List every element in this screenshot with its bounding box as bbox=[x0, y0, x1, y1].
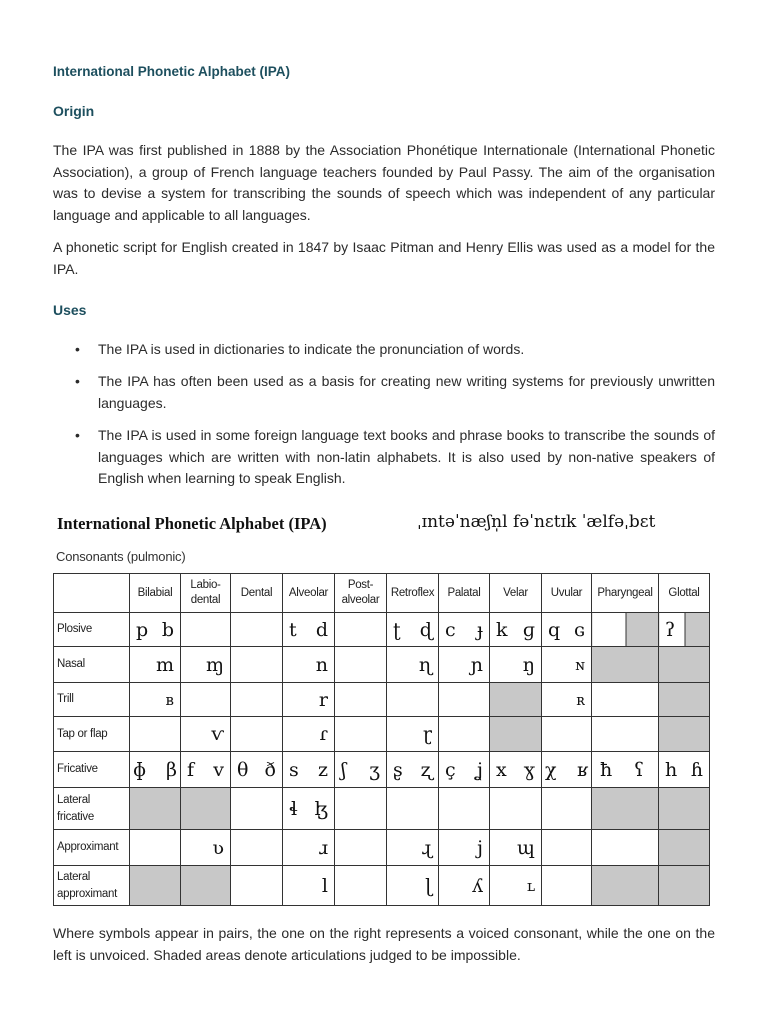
ipa-chart-transcription: ˌɪntəˈnæʃn̩l fəˈnɛtɪk ˈælfəˌbɛt bbox=[417, 512, 656, 532]
cell-labiodental-impossible bbox=[181, 788, 231, 830]
cell-glottal-impossible bbox=[659, 830, 710, 866]
cell-pharyngeal-impossible bbox=[592, 788, 659, 830]
chart-footnote: Where symbols appear in pairs, the one on the right represents a voiced consonant, while the one on the left is unvoiced. Shaded areas denote articulations judged to be impossible. bbox=[53, 925, 715, 963]
cell-retroflex: ɻ bbox=[387, 830, 439, 866]
cell-postalveolar bbox=[335, 613, 387, 647]
column-header: Labio-dental bbox=[181, 574, 231, 613]
cell-uvular bbox=[542, 830, 592, 866]
cell-bilabial: p b bbox=[130, 613, 181, 647]
row-header: Lateral fricative bbox=[54, 788, 130, 830]
table-row-trill bbox=[54, 683, 710, 717]
column-header: Velar bbox=[490, 574, 542, 613]
cell-velar: k ɡ bbox=[490, 613, 542, 647]
cell-uvular bbox=[542, 788, 592, 830]
cell-pharyngeal bbox=[592, 683, 659, 717]
column-header: Palatal bbox=[439, 574, 490, 613]
cell-labiodental: ʋ bbox=[181, 830, 231, 866]
cell-dental bbox=[231, 866, 283, 906]
column-header: Bilabial bbox=[130, 574, 181, 613]
bullet-icon: • bbox=[75, 427, 80, 443]
cell-retroflex bbox=[387, 788, 439, 830]
cell-palatal bbox=[439, 788, 490, 830]
cell-bilabial-impossible bbox=[130, 788, 181, 830]
cell-retroflex: ɳ bbox=[387, 647, 439, 683]
cell-velar bbox=[490, 788, 542, 830]
cell-pharyngeal bbox=[592, 830, 659, 866]
column-header: Post-alveolar bbox=[335, 574, 387, 613]
column-header: Pharyngeal bbox=[592, 574, 659, 613]
row-header: Nasal bbox=[54, 647, 130, 683]
cell-dental bbox=[231, 717, 283, 752]
cell-velar-impossible bbox=[490, 683, 542, 717]
uses-heading: Uses bbox=[53, 302, 87, 318]
cell-glottal-impossible bbox=[659, 717, 710, 752]
cell-glottal-impossible bbox=[659, 683, 710, 717]
origin-heading: Origin bbox=[53, 103, 95, 119]
cell-alveolar: t d bbox=[283, 613, 335, 647]
cell-palatal: j bbox=[439, 830, 490, 866]
cell-labiodental-impossible bbox=[181, 866, 231, 906]
cell-alveolar: ɬ ɮ bbox=[283, 788, 335, 830]
cell-postalveolar bbox=[335, 647, 387, 683]
row-header: Plosive bbox=[54, 613, 130, 647]
cell-bilabial bbox=[130, 717, 181, 752]
cell-pharyngeal-impossible bbox=[592, 866, 659, 906]
table-row-tap bbox=[54, 717, 710, 752]
cell-velar: ŋ bbox=[490, 647, 542, 683]
cell-uvular: χ ʁ bbox=[542, 752, 592, 788]
origin-paragraph-1: The IPA was first published in 1888 by the Association Phonétique Internationale (International Phonetic Association), a group of French language teachers founded by Paul Passy. The aim of the organisation was to devise a system for transcribing the sounds of speech which was independent of any particular language and applicable to all languages. bbox=[53, 142, 715, 223]
cell-velar-impossible bbox=[490, 717, 542, 752]
cell-dental: θ ð bbox=[231, 752, 283, 788]
cell-postalveolar bbox=[335, 788, 387, 830]
cell-velar: x ɣ bbox=[490, 752, 542, 788]
cell-dental bbox=[231, 613, 283, 647]
cell-labiodental bbox=[181, 683, 231, 717]
cell-alveolar: l bbox=[283, 866, 335, 906]
row-header: Tap or flap bbox=[54, 717, 130, 752]
cell-postalveolar: ʃ ʒ bbox=[335, 752, 387, 788]
cell-alveolar: s z bbox=[283, 752, 335, 788]
cell-glottal-impossible bbox=[659, 788, 710, 830]
cell-postalveolar bbox=[335, 683, 387, 717]
cell-palatal: ç ʝ bbox=[439, 752, 490, 788]
cell-glottal-impossible bbox=[659, 647, 710, 683]
table-row-fricative bbox=[54, 752, 710, 788]
cell-glottal-impossible bbox=[659, 866, 710, 906]
cell-alveolar: ɾ bbox=[283, 717, 335, 752]
cell-pharyngeal-impossible bbox=[592, 647, 659, 683]
cell-uvular: ʀ bbox=[542, 683, 592, 717]
table-row-approximant bbox=[54, 830, 710, 866]
cell-uvular: ɴ bbox=[542, 647, 592, 683]
cell-labiodental: ⱱ bbox=[181, 717, 231, 752]
cell-palatal: ɲ bbox=[439, 647, 490, 683]
consonants-subtitle: Consonants (pulmonic) bbox=[56, 549, 186, 564]
column-header: Uvular bbox=[542, 574, 592, 613]
cell-glottal: h ɦ bbox=[659, 752, 710, 788]
row-header: Approximant bbox=[54, 830, 130, 866]
row-header: Trill bbox=[54, 683, 130, 717]
row-header: Lateral approximant bbox=[54, 866, 130, 906]
cell-bilabial: ɸ β bbox=[130, 752, 181, 788]
corner-cell bbox=[54, 574, 130, 613]
cell-pharyngeal: ħ ʕ bbox=[592, 752, 659, 788]
bullet-icon: • bbox=[75, 373, 80, 389]
cell-labiodental: f v bbox=[181, 752, 231, 788]
cell-dental bbox=[231, 683, 283, 717]
cell-bilabial: m bbox=[130, 647, 181, 683]
cell-uvular bbox=[542, 717, 592, 752]
cell-retroflex bbox=[387, 683, 439, 717]
cell-glottal: ʔ bbox=[659, 613, 710, 647]
table-row-lateral-fricative bbox=[54, 788, 710, 830]
column-header: Retroflex bbox=[387, 574, 439, 613]
cell-labiodental bbox=[181, 613, 231, 647]
cell-bilabial: ʙ bbox=[130, 683, 181, 717]
ipa-chart-title: International Phonetic Alphabet (IPA) bbox=[57, 514, 327, 533]
cell-bilabial bbox=[130, 830, 181, 866]
origin-paragraph-2: A phonetic script for English created in 1847 by Isaac Pitman and Henry Ellis was used as a model for the IPA. bbox=[53, 239, 715, 277]
table-header-row bbox=[54, 574, 710, 613]
cell-postalveolar bbox=[335, 717, 387, 752]
cell-pharyngeal bbox=[592, 613, 659, 647]
cell-alveolar: ɹ bbox=[283, 830, 335, 866]
cell-dental bbox=[231, 830, 283, 866]
cell-palatal: c ɟ bbox=[439, 613, 490, 647]
cell-palatal: ʎ bbox=[439, 866, 490, 906]
cell-alveolar: n bbox=[283, 647, 335, 683]
cell-retroflex: ɽ bbox=[387, 717, 439, 752]
bullet-icon: • bbox=[75, 341, 80, 357]
column-header: Glottal bbox=[659, 574, 710, 613]
cell-postalveolar bbox=[335, 866, 387, 906]
cell-alveolar: r bbox=[283, 683, 335, 717]
cell-retroflex: ɭ bbox=[387, 866, 439, 906]
cell-uvular: q ɢ bbox=[542, 613, 592, 647]
table-row-plosive bbox=[54, 613, 710, 647]
cell-dental bbox=[231, 788, 283, 830]
cell-bilabial-impossible bbox=[130, 866, 181, 906]
column-header: Dental bbox=[231, 574, 283, 613]
cell-retroflex: ʂ ʐ bbox=[387, 752, 439, 788]
row-header: Fricative bbox=[54, 752, 130, 788]
cell-pharyngeal bbox=[592, 717, 659, 752]
cell-labiodental: ɱ bbox=[181, 647, 231, 683]
cell-postalveolar bbox=[335, 830, 387, 866]
cell-velar: ɰ bbox=[490, 830, 542, 866]
cell-dental bbox=[231, 647, 283, 683]
document-title: International Phonetic Alphabet (IPA) bbox=[53, 64, 291, 79]
cell-palatal bbox=[439, 717, 490, 752]
cell-velar: ʟ bbox=[490, 866, 542, 906]
ipa-consonant-table bbox=[53, 573, 710, 906]
cell-retroflex: ʈ ɖ bbox=[387, 613, 439, 647]
cell-palatal bbox=[439, 683, 490, 717]
column-header: Alveolar bbox=[283, 574, 335, 613]
table-row-lateral-approximant bbox=[54, 866, 710, 906]
table-row-nasal bbox=[54, 647, 710, 683]
cell-uvular bbox=[542, 866, 592, 906]
